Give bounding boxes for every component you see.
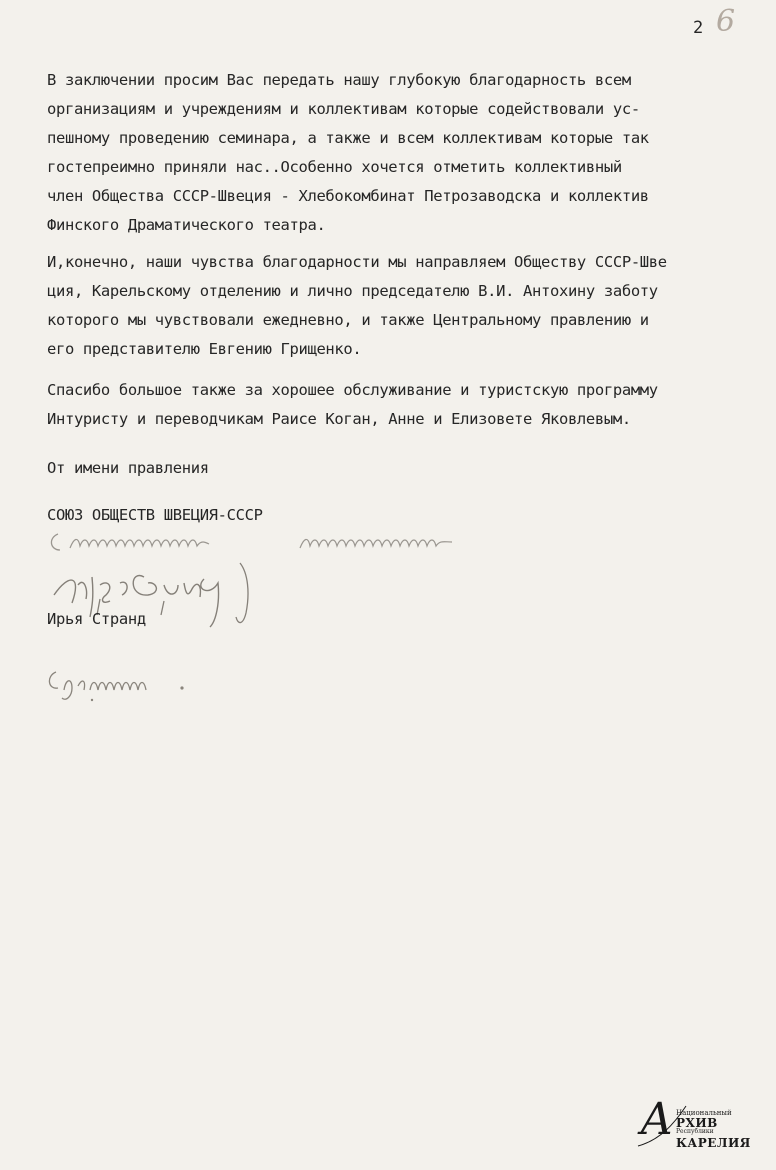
paragraph-gratitude-organizations <box>47 66 763 240</box>
handwritten-wishes-signature <box>44 520 504 560</box>
text-line: гостепреимно приняли нас..Особенно хочется отметить коллективный <box>47 158 622 176</box>
signatory-name: Ирья Странд <box>47 610 146 628</box>
paragraph-gratitude-society <box>47 248 763 364</box>
paragraph-thanks-intourist <box>47 376 763 434</box>
text-line: Интуристу и переводчикам Раисе Коган, Анне и Елизовете Яковлевым. <box>47 410 631 428</box>
archive-stamp-line: Национальный <box>676 1109 732 1117</box>
text-line: его представителю Евгению Грищенко. <box>47 340 362 358</box>
text-line: организациям и учреждениям и коллективам которые содействовали ус- <box>47 100 640 118</box>
text-line: От имени правления <box>47 459 209 477</box>
page-number: 2 <box>693 18 704 38</box>
text-line: Спасибо большое также за хорошее обслуживание и туристскую программу <box>47 381 658 399</box>
text-line: член Общества СССР-Швеция - Хлебокомбинат Петрозаводска и коллектив <box>47 187 649 205</box>
handwritten-note <box>44 660 204 705</box>
text-line: ция, Карельскому отделению и лично председателю В.И. Антохину заботу <box>47 282 658 300</box>
organization-name: СОЮЗ ОБЩЕСТВ ШВЕЦИЯ-СССР <box>47 506 263 524</box>
archive-stamp-line: КАРЕЛИЯ <box>676 1136 751 1150</box>
on-behalf-line <box>47 454 763 483</box>
text-line: пешному проведению семинара, а также и всем коллективам которые так <box>47 129 649 147</box>
text-line: которого мы чувствовали ежедневно, и также Центральному правлению и <box>47 311 649 329</box>
archive-stamp-line: РХИВ <box>676 1116 718 1130</box>
text-line: И,конечно, наши чувства благодарности мы направляем Обществу СССР-Шве <box>47 253 667 271</box>
archive-stamp-line: Республики <box>676 1128 714 1135</box>
text-line: В заключении просим Вас передать нашу глубокую благодарность всем <box>47 71 631 89</box>
handwritten-page-number: 6 <box>716 4 736 39</box>
text-line: Финского Драматического театра. <box>47 216 326 234</box>
archive-stamp-letter: А <box>640 1094 674 1145</box>
